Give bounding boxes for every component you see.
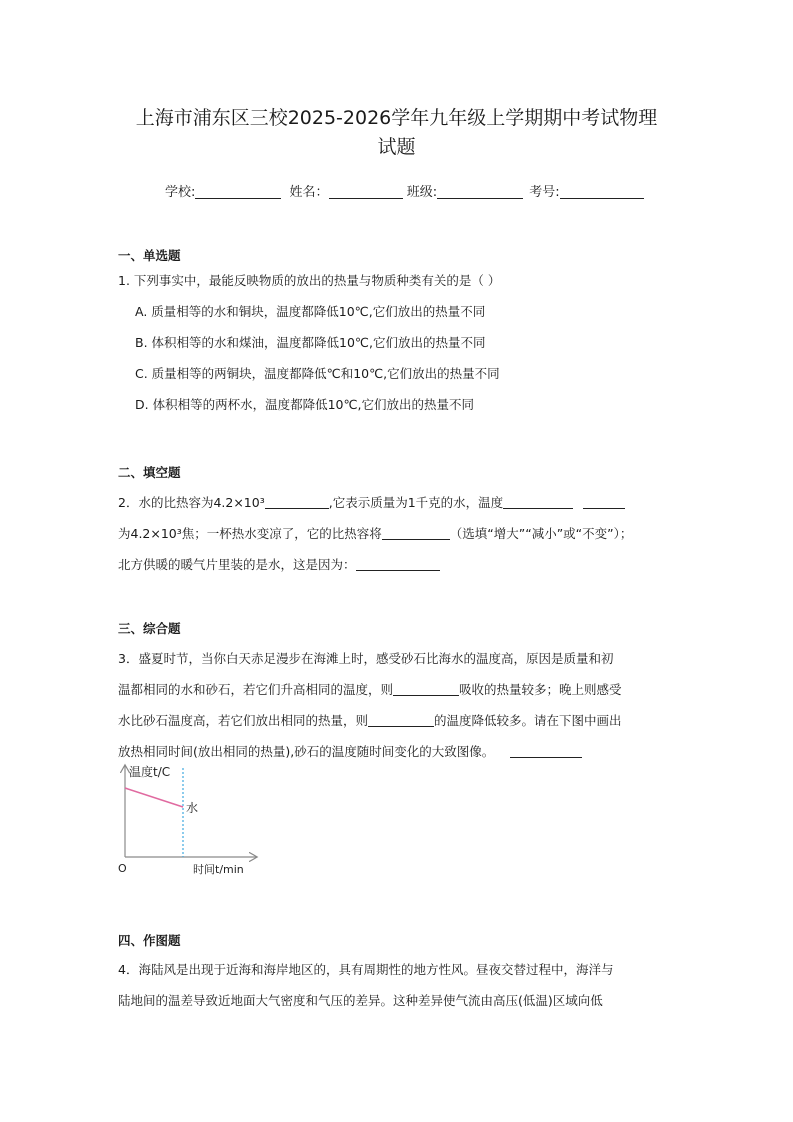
- section-heading-single-choice: 一、单选题: [118, 248, 181, 263]
- question-1-stem: 1. 下列事实中，最能反映物质的放出的热量与物质种类有关的是（ ）: [118, 273, 501, 288]
- doc-title-line1: 上海市浦东区三校2025-2026学年九年级上学期期中考试物理: [135, 107, 658, 129]
- question-3-line2: [118, 680, 622, 698]
- question-3-text-3b: 的温度降低较多。请在下图中画出: [434, 713, 622, 728]
- question-3-text-4: 放热相同时间(放出相同的热量),砂石的温度随时间变化的大致图像。: [118, 744, 495, 759]
- q2-blank-3[interactable]: [583, 496, 625, 509]
- question-2-line3: [118, 555, 440, 573]
- question-2-text-2b: （选填“增大”“减小”或“不变”）；: [449, 526, 633, 541]
- doc-title-line2: 试题: [377, 136, 416, 158]
- question-2-line1: [118, 493, 625, 511]
- water-cooling-line: [125, 788, 183, 807]
- question-2-line2: [118, 524, 632, 542]
- question-2-text-2a: 为4.2×10³焦；一杯热水变凉了，它的比热容将: [118, 526, 382, 541]
- school-blank[interactable]: [195, 184, 281, 199]
- q2-blank-2[interactable]: [503, 496, 573, 509]
- question-3-line3: [118, 711, 622, 729]
- temperature-time-graph[interactable]: [110, 760, 280, 880]
- school-label: 学校:: [165, 185, 196, 200]
- number-blank[interactable]: [560, 184, 644, 199]
- question-3-line1: 3．盛夏时节，当你白天赤足漫步在海滩上时，感受砂石比海水的温度高，原因是质量和初: [118, 651, 614, 666]
- x-axis-label: 时间t/min: [193, 863, 244, 876]
- q3-blank-1[interactable]: [393, 683, 459, 696]
- q2-blank-5[interactable]: [356, 558, 440, 571]
- question-1-option-b[interactable]: B. 体积相等的水和煤油，温度都降低10℃,它们放出的热量不同: [135, 335, 486, 350]
- class-label: 班级:: [406, 185, 438, 200]
- water-line-label: 水: [186, 801, 199, 815]
- question-2-text-3a: 北方供暖的暖气片里装的是水，这是因为：: [118, 557, 356, 572]
- section-heading-drawing: 四、作图题: [118, 933, 181, 948]
- name-blank[interactable]: [329, 184, 403, 199]
- question-3-text-2b: 吸收的热量较多；晚上则感受: [459, 682, 622, 697]
- question-1-option-a[interactable]: A. 质量相等的水和铜块，温度都降低10℃,它们放出的热量不同: [135, 304, 486, 319]
- origin-label: O: [118, 862, 127, 875]
- q3-blank-2[interactable]: [368, 714, 434, 727]
- question-2-text-1a: 2．水的比热容为4.2×10³: [118, 495, 265, 510]
- name-label: 姓名：: [289, 185, 329, 200]
- number-label: 考号:: [529, 185, 560, 200]
- section-heading-fill-blank: 二、填空题: [118, 465, 181, 480]
- q3-blank-3[interactable]: [510, 745, 582, 758]
- question-1-option-c[interactable]: C. 质量相等的两铜块，温度都降低℃和10℃,它们放出的热量不同: [135, 366, 500, 381]
- question-2-text-1b: ,它表示质量为1千克的水，温度: [328, 495, 504, 510]
- q2-blank-4[interactable]: [382, 527, 450, 540]
- q2-blank-1[interactable]: [265, 496, 329, 509]
- y-axis-label: 温度t/C: [129, 765, 171, 779]
- question-3-line4: [118, 742, 582, 760]
- question-4-line2: 陆地间的温差导致近地面大气密度和气压的差异。这种差异使气流由高压(低温)区域向低: [118, 993, 603, 1008]
- question-3-text-2a: 温都相同的水和砂石，若它们升高相同的温度，则: [118, 682, 394, 697]
- section-heading-comprehensive: 三、综合题: [118, 621, 181, 636]
- question-4-line1: 4．海陆风是出现于近海和海岸地区的，具有周期性的地方性风。昼夜交替过程中，海洋与: [118, 962, 614, 977]
- question-1-option-d[interactable]: D. 体积相等的两杯水，温度都降低10℃,它们放出的热量不同: [135, 397, 474, 412]
- class-blank[interactable]: [437, 184, 523, 199]
- student-info-row: [165, 181, 665, 200]
- question-3-text-3a: 水比砂石温度高，若它们放出相同的热量，则: [118, 713, 369, 728]
